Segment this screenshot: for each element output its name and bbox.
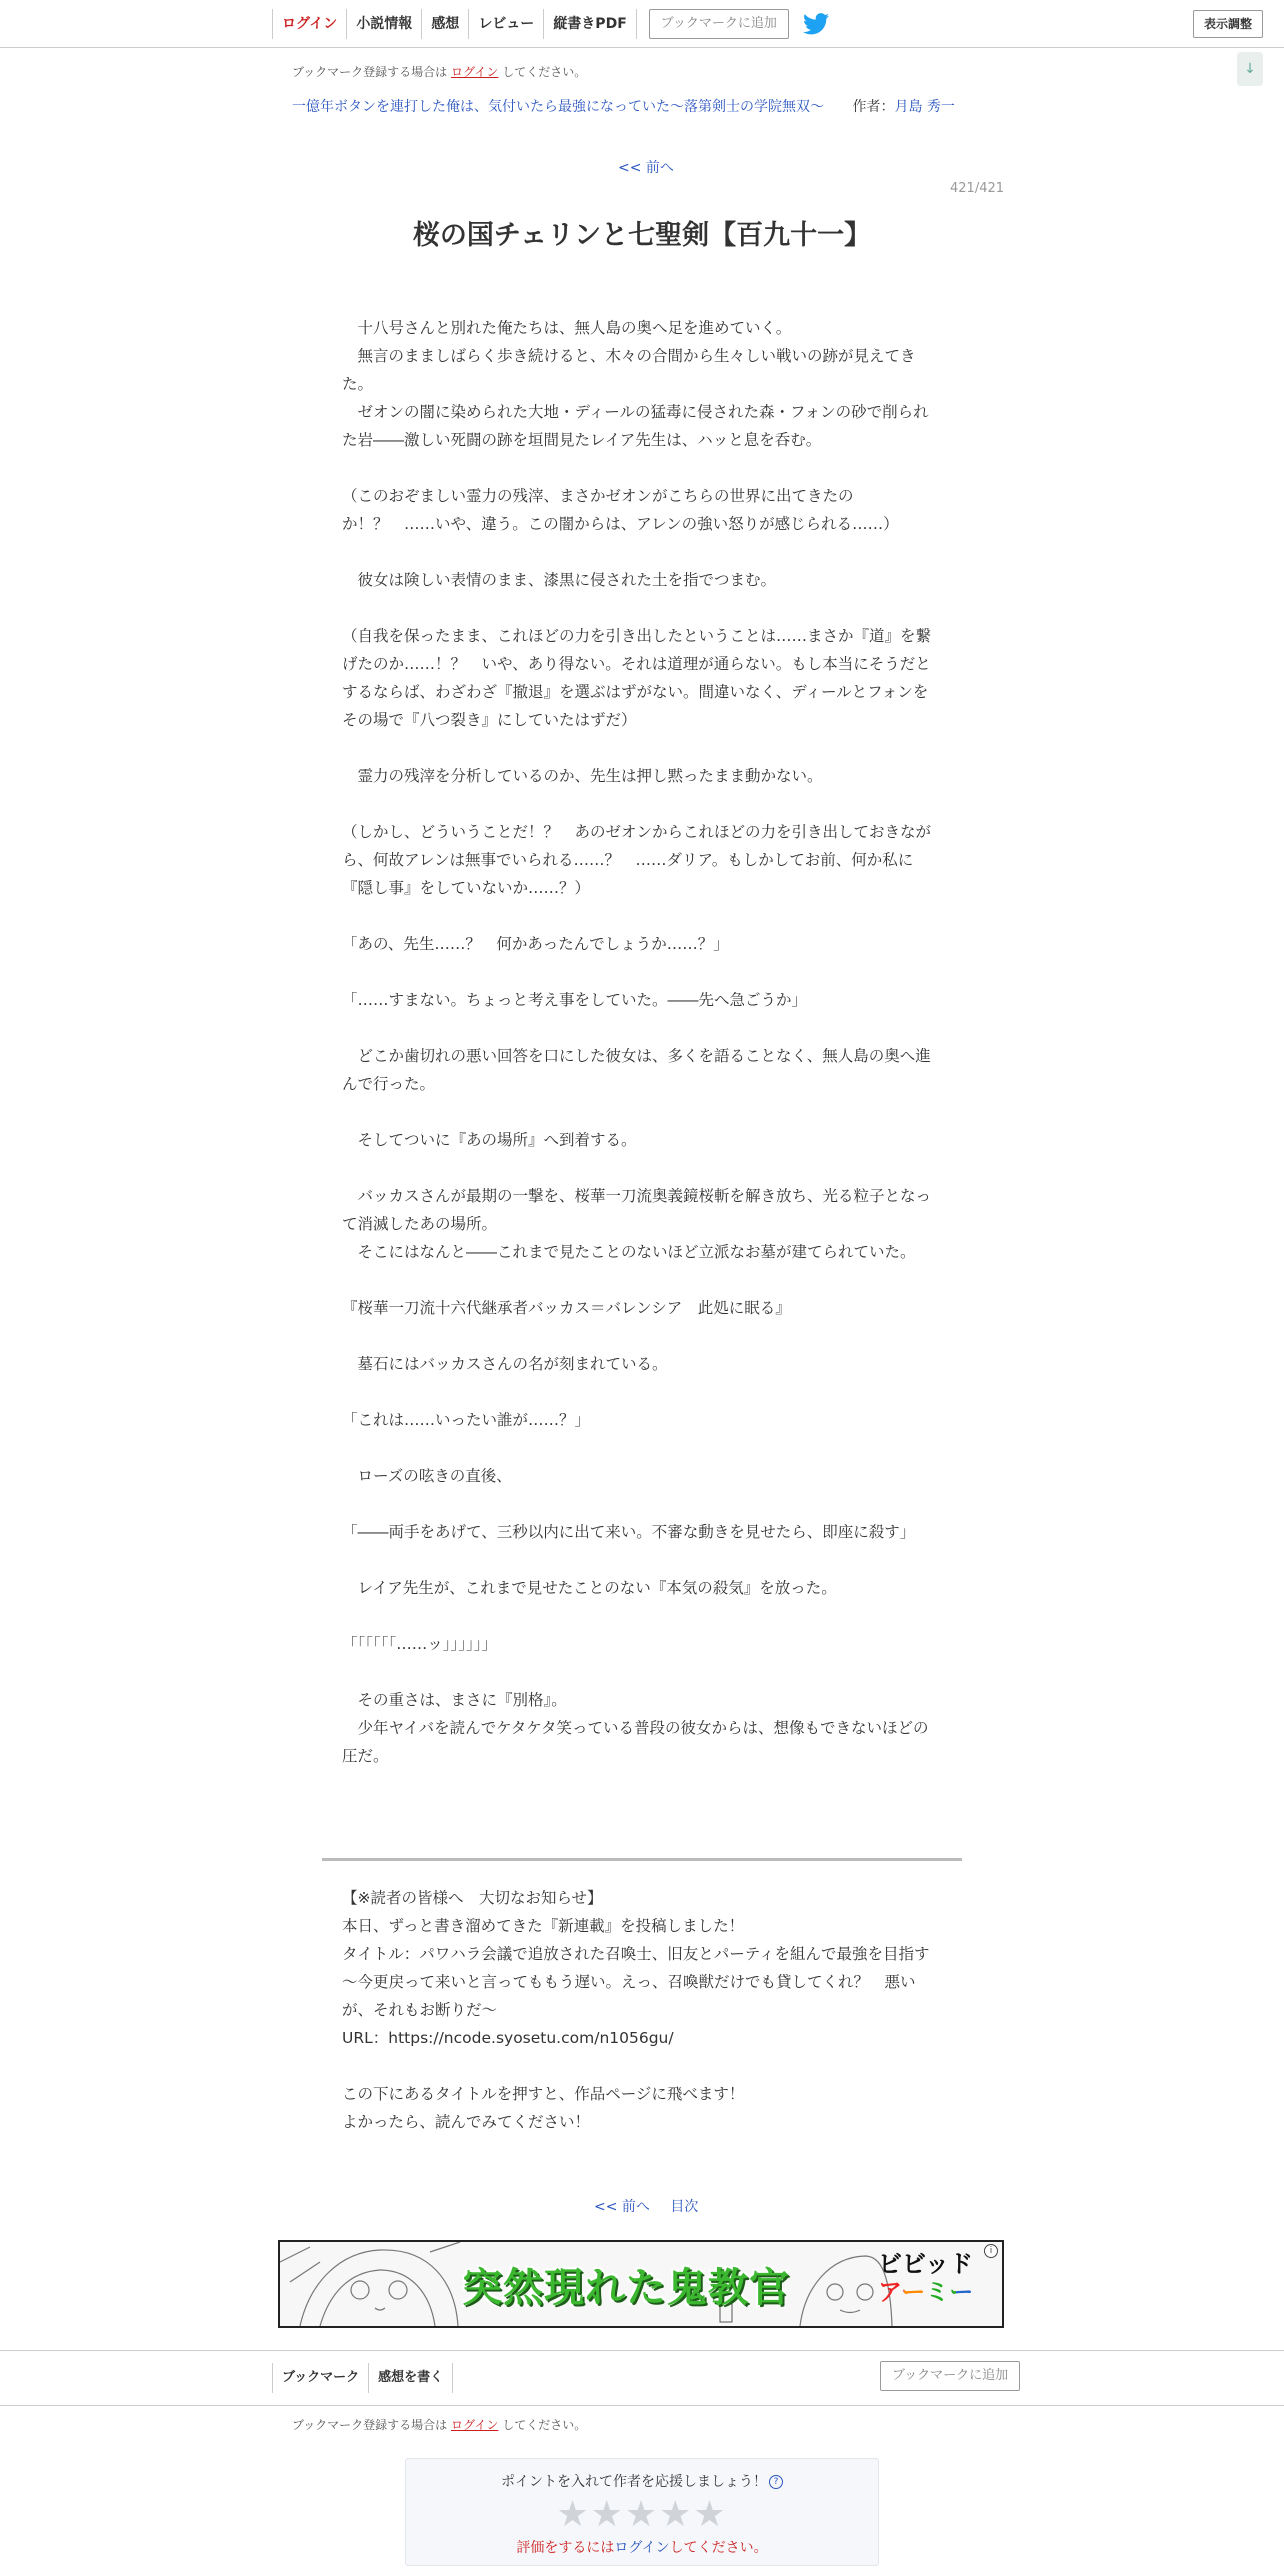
body-paragraph-line [342, 1658, 936, 1686]
logo-line1: ビビッド [878, 2250, 974, 2278]
bottom-bar [0, 2350, 1284, 2406]
body-paragraph-line: ローズの呟きの直後、 [342, 1467, 512, 1485]
rate-prefix: 評価をするには [516, 2540, 615, 2556]
rate-suffix: してください。 [669, 2540, 768, 2556]
body-paragraph-line: レイア先生が、これまで見せたことのない『本気の殺気』を放った。 [342, 1579, 837, 1597]
body-paragraph-line [342, 1322, 936, 1350]
page-counter: 421/421 [950, 181, 1005, 196]
body-paragraph-line [342, 958, 936, 986]
body-paragraph-line: （自我を保ったまま、これほどの力を引き出したということは……まさか『道』を繋げたのか……！？ いや、あり得ない。それは道理が通らない。もし本当にそうだとするならば、わざわざ『撤退』を選ぶはずがない。間違いなく、ディールとフォンをその場で『八つ裂き』にしていたはずだ） [342, 627, 932, 729]
logo-line2: アーミー [878, 2278, 982, 2306]
body-paragraph-line: 少年ヤイバを読んでケタケタ笑っている普段の彼女からは、想像もできないほどの圧だ。 [342, 1719, 929, 1765]
display-settings-button[interactable]: 表示調整 [1193, 10, 1263, 38]
note-login-link-bottom[interactable]: ログイン [451, 2418, 499, 2432]
body-paragraph-line [342, 1378, 936, 1406]
body-paragraph-line: （しかし、どういうことだ！？ あのゼオンからこれほどの力を引き出しておきながら、何故アレンは無事でいられる……？ ……ダリア。もしかしてお前、何か私に『隠し事』をしていないか……？） [342, 823, 932, 897]
twitter-icon[interactable] [803, 13, 829, 35]
help-icon[interactable]: ? [769, 2475, 783, 2489]
afterword-paragraph-line: よかったら、読んでみてください！ [342, 2113, 591, 2131]
afterword-paragraph-line: URL：https://ncode.syosetu.com/n1056gu/ [342, 2029, 674, 2047]
rating-stars[interactable]: ★★★★★ [556, 2494, 728, 2535]
impressions-link[interactable]: 感想 [422, 9, 469, 39]
body-paragraph-line [342, 1154, 936, 1182]
chapter-title: 桜の国チェリンと七聖剣【百九十一】 [412, 220, 872, 251]
body-paragraph-line: 「「「「「「……ッ」」」」」」 [342, 1635, 498, 1653]
body-paragraph-line [342, 1546, 936, 1574]
note-suffix-bottom: してください。 [502, 2418, 587, 2432]
body-paragraph-line: バッカスさんが最期の一撃を、桜華一刀流奥義鏡桜斬を解き放ち、光る粒子となって消滅したあの場所。 [342, 1187, 932, 1233]
body-paragraph-line: 墓石にはバッカスさんの名が刻まれている。 [342, 1355, 668, 1373]
write-impression-link[interactable]: 感想を書く [369, 2363, 453, 2393]
bottom-bar-items [272, 2363, 453, 2393]
bottom-pager [594, 2196, 714, 2216]
body-paragraph-line: 「あの、先生……？ 何かあったんでしょうか……？」 [342, 935, 729, 953]
ad-info-icon[interactable]: i [984, 2244, 998, 2258]
prev-page-link-top[interactable]: << 前へ [618, 160, 674, 176]
body-paragraph-line [342, 1602, 936, 1630]
bookmark-add-button[interactable]: ブックマークに追加 [649, 9, 789, 39]
body-paragraph-line [342, 734, 936, 762]
body-paragraph-line [342, 1014, 936, 1042]
review-link[interactable]: レビュー [469, 9, 544, 39]
top-nav-items [272, 0, 829, 47]
body-paragraph-line [342, 538, 936, 566]
body-paragraph-line [342, 1266, 936, 1294]
scroll-down-button[interactable]: ↓ [1237, 52, 1263, 86]
rate-login-note [406, 2537, 878, 2557]
afterword-paragraph-line: タイトル：パワハラ会議で追放された召喚士、旧友とパーティを組んで最強を目指す～今更戻って来いと言ってももう遅い。えっ、召喚獣だけでも貸してくれ？ 悪いが、それもお断りだ～ [342, 1945, 930, 2019]
pdf-link[interactable]: 縦書きPDF [544, 9, 636, 39]
body-paragraph-line: 彼女は険しい表情のまま、漆黒に侵された土を指でつまむ。 [342, 571, 777, 589]
note-login-link[interactable]: ログイン [451, 65, 499, 79]
note-suffix: してください。 [502, 65, 587, 79]
body-paragraph-line: そこにはなんと――これまで見たことのないほど立派なお墓が建てられていた。 [342, 1243, 916, 1261]
bookmark-login-note-bottom [292, 2416, 586, 2433]
body-paragraph-line [342, 1098, 936, 1126]
body-paragraph-line [342, 790, 936, 818]
body-paragraph-line [342, 1434, 936, 1462]
body-paragraph-line: どこか歯切れの悪い回答を口にした彼女は、多くを語ることなく、無人島の奥へ進んで行った。 [342, 1047, 931, 1093]
series-title-link[interactable]: 一億年ボタンを連打した俺は、気付いたら最強になっていた～落第剣士の学院無双～ [292, 99, 824, 115]
prev-page-link-bottom[interactable]: << 前へ [594, 2199, 650, 2215]
rate-login-link[interactable]: ログイン [614, 2540, 670, 2556]
body-paragraph-line: 十八号さんと別れた俺たちは、無人島の奥へ足を進めていく。 [342, 319, 792, 337]
point-title [406, 2471, 878, 2491]
afterword-paragraph-line [342, 2052, 936, 2080]
body-paragraph-line [342, 454, 936, 482]
top-nav [0, 0, 1284, 48]
afterword-paragraph-line: 本日、ずっと書き溜めてきた『新連載』を投稿しました！ [342, 1917, 745, 1935]
body-paragraph-line [342, 594, 936, 622]
afterword-paragraph-line: 【※読者の皆様へ 大切なお知らせ】 [342, 1889, 603, 1907]
afterword-paragraph-line: この下にあるタイトルを押すと、作品ページに飛べます！ [342, 2085, 745, 2103]
point-rating-box [405, 2458, 879, 2566]
afterword [342, 1884, 936, 2136]
body-paragraph-line: ゼオンの闇に染められた大地・ディールの猛毒に侵された森・フォンの砂で削られた岩――激しい死闘の跡を垣間見たレイア先生は、ハッと息を呑む。 [342, 403, 929, 449]
note-prefix-bottom: ブックマーク登録する場合は [292, 2418, 448, 2432]
body-paragraph-line: その重さは、まさに『別格』。 [342, 1691, 567, 1709]
point-title-text: ポイントを入れて作者を応援しましょう！ [501, 2474, 767, 2490]
banner-headline: 突然現れた鬼教官 [462, 2265, 790, 2311]
body-paragraph-line [342, 902, 936, 930]
body-paragraph-line: 霊力の残滓を分析しているのか、先生は押し黙ったまま動かない。 [342, 767, 823, 785]
body-paragraph-line: 「――両手をあげて、三秒以内に出て来い。不審な動きを見せたら、即座に殺す」 [342, 1523, 916, 1541]
novel-body [342, 314, 936, 1770]
body-paragraph-line: そしてついに『あの場所』へ到着する。 [342, 1131, 637, 1149]
novel-info-link[interactable]: 小説情報 [347, 9, 422, 39]
bookmark-login-note [292, 63, 586, 80]
banner-logo [878, 2250, 982, 2306]
afterword-divider [322, 1858, 962, 1861]
bookmark-link[interactable]: ブックマーク [272, 2363, 369, 2393]
ad-banner[interactable] [278, 2240, 1004, 2328]
toc-link[interactable]: 目次 [670, 2199, 699, 2215]
bookmark-add-button-bottom[interactable]: ブックマークに追加 [880, 2361, 1020, 2391]
series-info [292, 96, 955, 116]
body-paragraph-line: 「これは……いったい誰が……？」 [342, 1411, 591, 1429]
note-prefix: ブックマーク登録する場合は [292, 65, 448, 79]
author-link[interactable]: 月島 秀一 [894, 99, 955, 115]
body-paragraph-line: 『桜華一刀流十六代継承者バッカス＝バレンシア 此処に眠る』 [342, 1299, 791, 1317]
body-paragraph-line: 「……すまない。ちょっと考え事をしていた。――先へ急ごうか」 [342, 991, 808, 1009]
body-paragraph-line: 無言のまましばらく歩き続けると、木々の合間から生々しい戦いの跡が見えてきた。 [342, 347, 916, 393]
author-label: 作者： [852, 99, 895, 115]
body-paragraph-line: （このおぞましい霊力の残滓、まさかゼオンがこちらの世界に出てきたのか！？ ……いや、違う。この闇からは、アレンの強い怒りが感じられる……） [342, 487, 899, 533]
body-paragraph-line [342, 1490, 936, 1518]
login-link[interactable]: ログイン [272, 9, 347, 39]
